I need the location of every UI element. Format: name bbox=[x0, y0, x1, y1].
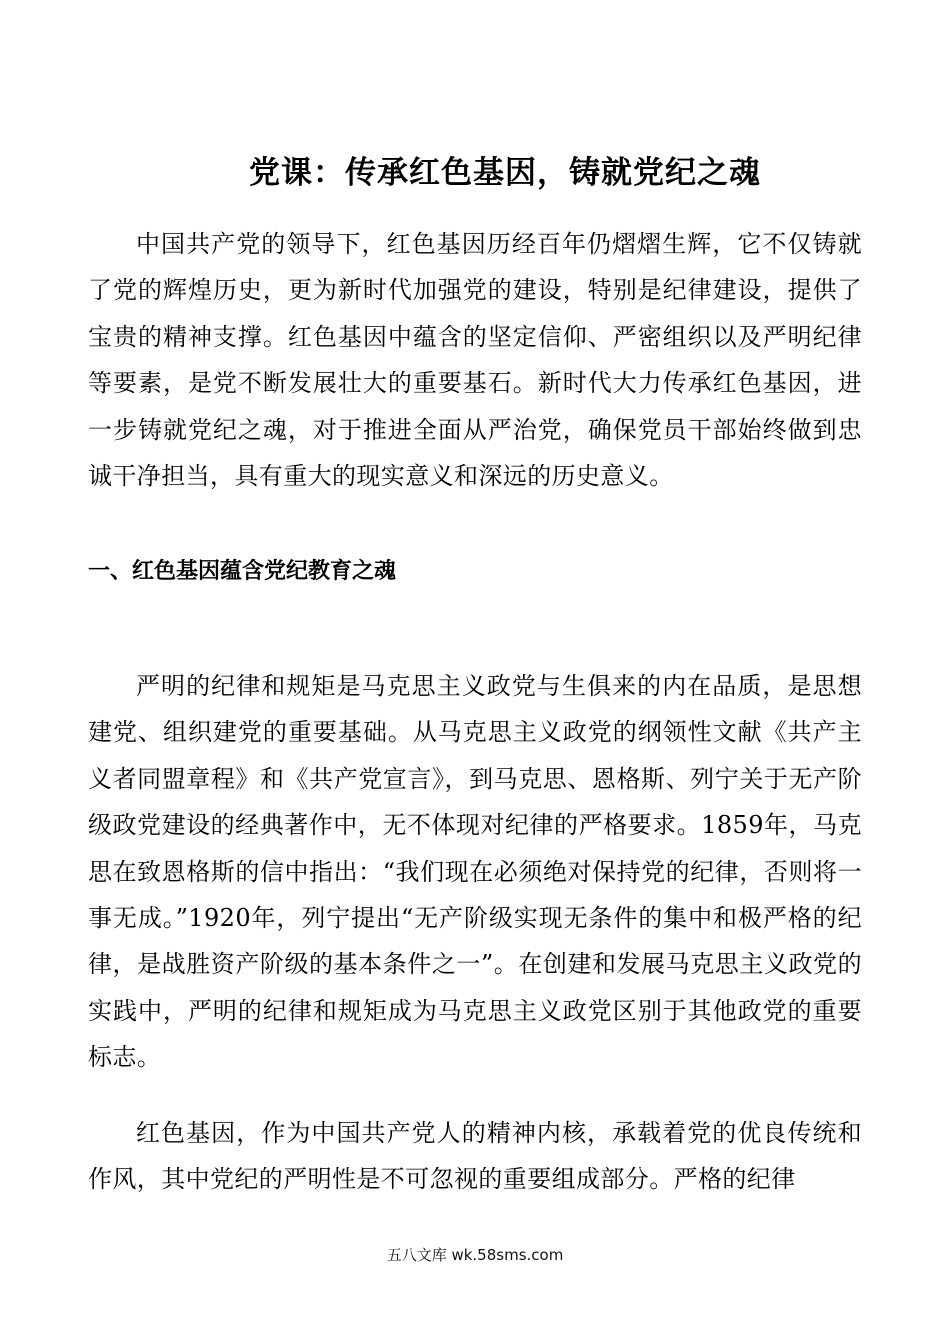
section-paragraph-1: 严明的纪律和规矩是马克思主义政党与生俱来的内在品质，是思想建党、组织建党的重要基础。从马克思主义政党的纲领性文献《共产主义者同盟章程》和《共产党宣言》，到马克思、恩格斯、列宁关于无产阶级政党建设的经典著作中，无不体现对纪律的严格要求。1859年，马克思在致恩格斯的信中指出：“我们现在必须绝对保持党的纪律，否则将一事无成。”1920年，列宁提出“无产阶级实现无条件的集中和极严格的纪律，是战胜资产阶级的基本条件之一”。在创建和发展马克思主义政党的实践中，严明的纪律和规矩成为马克思主义政党区别于其他政党的重要标志。 bbox=[88, 672, 862, 1072]
intro-paragraph: 中国共产党的领导下，红色基因历经百年仍熠熠生辉，它不仅铸就了党的辉煌历史，更为新时代加强党的建设，特别是纪律建设，提供了宝贵的精神支撑。红色基因中蕴含的坚定信仰、严密组织以及严明纪律等要素，是党不断发展壮大的重要基石。新时代大力传承红色基因，进一步铸就党纪之魂，对于推进全面从严治党，确保党员干部始终做到忠诚干净担当，具有重大的现实意义和深远的历史意义。 bbox=[88, 230, 862, 491]
section-paragraph-2: 红色基因，作为中国共产党人的精神内核，承载着党的优良传统和作风，其中党纪的严明性是不可忽视的重要组成部分。严格的纪律 bbox=[88, 1119, 862, 1194]
document-title: 党课：传承红色基因，铸就党纪之魂 bbox=[249, 155, 761, 191]
section-heading: 一、红色基因蕴含党纪教育之魂 bbox=[88, 559, 397, 584]
page-footer: 五八文库 wk.58sms.com bbox=[386, 1246, 564, 1264]
